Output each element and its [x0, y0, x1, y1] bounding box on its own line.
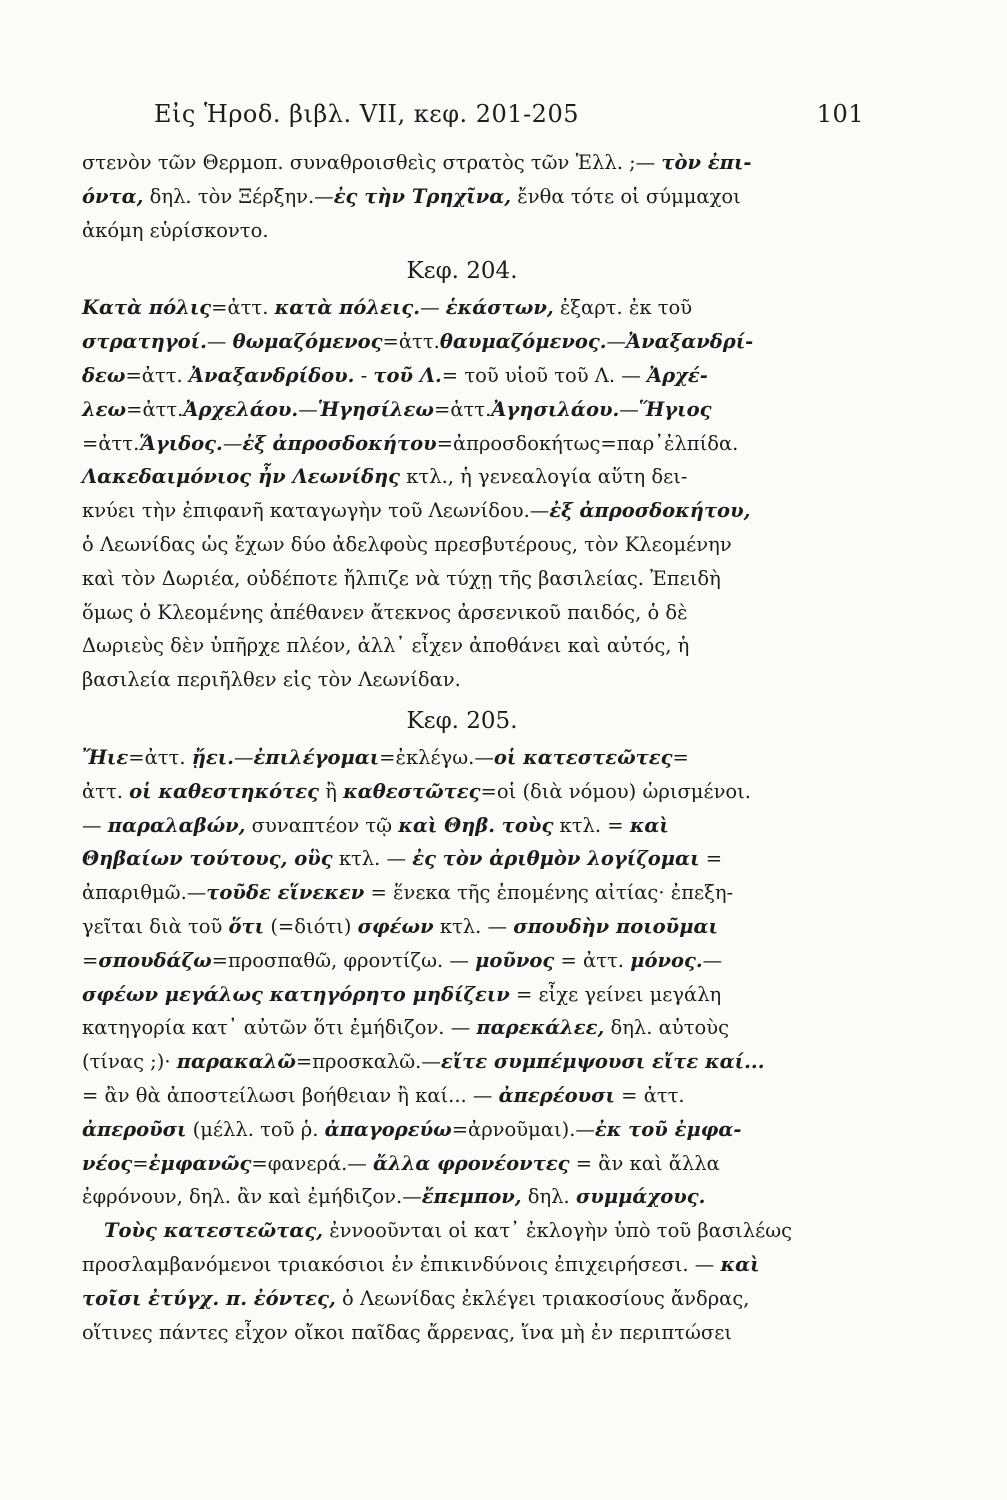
gloss: — — [206, 330, 233, 354]
text-line — [82, 214, 842, 248]
gloss: κατηγορία κατ᾽ αὐτῶν ὅτι ἐμήδιζον. — — [82, 1016, 477, 1040]
text-line — [82, 427, 842, 461]
gloss: = — [699, 847, 723, 871]
gloss: — — [233, 745, 254, 769]
gloss: — — [420, 296, 446, 320]
gloss: =ἀττ. — [382, 330, 440, 354]
gloss: — — [222, 431, 243, 455]
gloss: γεῖται διὰ τοῦ — [82, 914, 229, 938]
gloss: =ἀρνοῦμαι).— — [451, 1117, 595, 1141]
lemma: καὶ Θηβ. τοὺς — [398, 813, 554, 837]
lemma: παραλαβών, — [107, 813, 246, 837]
gloss: ὁ Λεωνίδας ὡς ἔχων δύο ἀδελφοὺς πρεσβυτέρους, τὸν Κλεομένην — [82, 532, 732, 556]
gloss: ἐξαρτ. ἐκ τοῦ — [553, 296, 693, 320]
text-line — [82, 596, 842, 630]
intro-lines — [82, 146, 842, 247]
book-page — [82, 100, 864, 1349]
gloss: δηλ. τὸν Ξέρξην.— — [143, 184, 334, 208]
gloss: στενὸν τῶν Θερμοπ. συναθροισθεὶς στρατὸς τῶν Ἑλλ. ;— — [82, 151, 662, 174]
gloss: κτλ. — — [332, 847, 413, 871]
gloss: οἵτινες πάντες εἶχον οἴκοι παῖδας ἄρρενας, ἵνα μὴ ἐν περιπτώσει — [82, 1320, 732, 1344]
gloss: = ἂν θὰ ἀποστείλωσι βοήθειαν ἢ καί... — — [82, 1083, 499, 1107]
text-line — [82, 663, 842, 697]
page-header — [82, 100, 864, 136]
gloss: =ἀττ. — [433, 397, 492, 421]
lemma: παρακαλῶ — [176, 1050, 296, 1074]
gloss: ἀττ. — [82, 779, 130, 803]
text-line — [82, 1113, 842, 1147]
text-line — [82, 359, 842, 393]
gloss: = ἕνεκα τῆς ἑπομένης αἰτίας· ἐπεξη- — [364, 881, 734, 905]
lemma: σπουδάζω — [98, 948, 212, 972]
gloss: Δωριεὺς δὲν ὑπῆρχε πλέον, ἀλλ᾽ εἶχεν ἀποθάνει καὶ αὐτός, ἡ — [82, 634, 690, 658]
text-line — [82, 393, 842, 427]
gloss: ἢ — [319, 779, 344, 803]
gloss: κτλ., ἡ γενεαλογία αὕτη δει- — [400, 465, 688, 489]
lemma: θωμαζόμενος — [232, 330, 383, 354]
lemma: δεω — [82, 363, 126, 387]
lemma: ἐξ ἀπροσδοκήτου, — [549, 499, 751, 523]
gloss: βασιλεία περιῆλθεν εἰς τὸν Λεωνίδαν. — [82, 668, 461, 692]
gloss: δηλ. αὐτοὺς — [604, 1016, 729, 1040]
lemma: νέος — [82, 1151, 133, 1175]
lemma: Θηβαίων τούτους, οὓς — [82, 847, 333, 871]
lemma: εἴτε συμπέμψουσι εἴτε καί... — [440, 1050, 765, 1074]
running-title: Εἰς Ἡροδ. βιβλ. VII, κεφ. 201-205 — [154, 100, 579, 128]
text-line — [82, 1147, 842, 1181]
chapter-heading-205: Κεφ. 205. — [406, 707, 518, 734]
text-line — [82, 325, 842, 359]
gloss: =ἐκλέγω.— — [379, 745, 494, 769]
text-line — [82, 1011, 842, 1045]
lemma: ἐκ τοῦ ἐμφα- — [594, 1117, 742, 1141]
text-line — [82, 1045, 842, 1079]
gloss: ἐφρόνουν, δηλ. ἂν καὶ ἐμήδιζον.— — [82, 1185, 422, 1209]
gloss: =ἀττ. — [128, 745, 192, 769]
lemma: κατὰ πόλεις. — [274, 296, 421, 320]
lemma: οἱ κατεστεῶτες — [493, 745, 673, 769]
gloss: = — [82, 948, 99, 972]
lemma: ὅτι — [228, 914, 265, 938]
text-line — [82, 460, 842, 494]
lemma: οἱ καθεστηκότες — [129, 779, 320, 803]
lemma: Ἡγησίλεω — [317, 397, 434, 421]
lemma: Ἥγιος — [638, 397, 712, 421]
lemma: Ἀγησιλάου. — [491, 397, 620, 421]
lemma: καθεστῶτες — [343, 779, 481, 803]
gloss: κτλ. = — [553, 813, 630, 837]
gloss: = ἂν καὶ ἄλλα — [569, 1151, 720, 1175]
lemma: Ἀρχέ- — [646, 363, 708, 387]
text-line — [82, 809, 842, 843]
lemma: ᾔει. — [191, 745, 234, 769]
gloss: =φανερά.— — [251, 1151, 374, 1175]
lemma: ἄλλα φρονέοντες — [373, 1151, 570, 1175]
text-line — [82, 775, 842, 809]
gloss: = — [672, 745, 689, 769]
lemma: Ἤιε — [82, 745, 129, 769]
gloss: ἔνθα τότε οἱ σύμμαχοι — [511, 184, 741, 208]
gloss: (τίνας ;)· — [82, 1050, 177, 1074]
gloss: =προσπαθῶ, φροντίζω. — — [211, 948, 476, 972]
lemma: όντα, — [82, 184, 144, 208]
lemma: τοῦ Λ. — [373, 363, 442, 387]
lemma: ἔπεμπον, — [421, 1185, 522, 1209]
commentary-text — [82, 146, 842, 1349]
text-line — [82, 1282, 842, 1316]
gloss: — — [298, 397, 318, 421]
lemma: σφέων μεγάλως κατηγόρητο μηδίζειν — [82, 982, 510, 1006]
gloss: = ἀττ. — [614, 1083, 685, 1107]
text-line — [82, 910, 842, 944]
lemma: ἐς τὴν Τρηχῖνα, — [333, 184, 512, 208]
text-line — [82, 978, 842, 1012]
text-line — [82, 1180, 842, 1214]
gloss: = εἶχε γείνει μεγάλη — [509, 982, 722, 1006]
gloss: καὶ τὸν Δωριέα, οὐδέποτε ἤλπιζε νὰ τύχῃ τῆς βασιλείας. Ἐπειδὴ — [82, 566, 721, 590]
gloss: (μέλλ. τοῦ ῥ. — [186, 1117, 325, 1141]
lemma: τοῦδε εἵνεκεν — [206, 881, 365, 905]
gloss: ἐννοοῦνται οἱ κατ᾽ ἐκλογὴν ὑπὸ τοῦ βασιλέως — [323, 1219, 793, 1243]
lemma: Τοὺς κατεστεῶτας, — [104, 1219, 324, 1243]
lemma: ἑκάστων, — [445, 296, 554, 320]
gloss: =ἀπροσδοκήτως=παρ᾽ἐλπίδα. — [436, 431, 739, 455]
text-line — [82, 876, 842, 910]
gloss: — — [702, 948, 723, 972]
gloss: =οἱ (διὰ νόμου) ὡρισμένοι. — [480, 779, 752, 803]
gloss: = ἀττ. — [554, 948, 631, 972]
page-number: 101 — [816, 100, 864, 128]
gloss: =προσκαλῶ.— — [295, 1050, 441, 1074]
gloss: ὅμως ὁ Κλεομένης ἀπέθανεν ἄτεκνος ἀρσενικοῦ παιδός, ὁ δὲ — [82, 600, 688, 624]
lemma: μόνος. — [630, 948, 703, 972]
lemma: μοῦνος — [475, 948, 555, 972]
gloss: =ἀττ. — [125, 363, 189, 387]
chapter-205-notes — [82, 741, 842, 1349]
lemma: παρεκάλεε, — [476, 1016, 605, 1040]
lemma: Ἀναξανδρίδου. — [188, 363, 355, 387]
chapter-heading-204: Κεφ. 204. — [406, 258, 518, 285]
gloss: = τοῦ υἱοῦ τοῦ Λ. — — [441, 363, 647, 387]
text-line — [82, 1079, 842, 1113]
gloss: κνύει τὴν ἐπιφανῆ καταγωγὴν τοῦ Λεωνίδου.— — [82, 499, 550, 523]
gloss: - — [354, 363, 374, 387]
gloss: κτλ. — — [433, 914, 514, 938]
lemma: ἀπεροῦσι — [82, 1117, 187, 1141]
lemma: στρατηγοί. — [82, 330, 207, 354]
lemma: ἐμφανῶς — [148, 1151, 252, 1175]
gloss: =ἀττ. — [211, 296, 275, 320]
lemma: ἐπιλέγομαι — [253, 745, 380, 769]
lemma: τὸν ἐπι- — [661, 151, 752, 174]
lemma: θαυμαζόμενος. — [439, 330, 607, 354]
text-line — [82, 842, 842, 876]
text-line — [82, 291, 842, 325]
lemma: καὶ — [720, 1252, 760, 1276]
text-line — [82, 562, 842, 596]
lemma: σφέων — [357, 914, 434, 938]
text-line — [82, 528, 842, 562]
gloss: =ἀττ. — [82, 431, 140, 455]
lemma: τοῖσι ἐτύγχ. π. ἐόντες, — [82, 1286, 336, 1310]
text-line — [82, 494, 842, 528]
gloss: — — [606, 330, 627, 354]
lemma: Ἅγιδος. — [139, 431, 223, 455]
lemma: καὶ — [629, 813, 669, 837]
gloss: — — [82, 813, 108, 837]
gloss: ἀπαριθμῶ.— — [82, 881, 207, 905]
text-line — [82, 146, 842, 180]
text-line — [82, 741, 842, 775]
lemma: Ἀρχελάου. — [183, 397, 299, 421]
text-line — [82, 629, 842, 663]
lemma: Ἀναξανδρί- — [626, 330, 754, 354]
gloss: ἀκόμη εὑρίσκοντο. — [82, 218, 269, 242]
lemma: Κατὰ πόλις — [82, 296, 212, 320]
text-line — [82, 1316, 842, 1350]
lemma: ἐξ ἀπροσδοκήτου — [242, 431, 437, 455]
text-line — [82, 1248, 842, 1282]
gloss: συναπτέον τῷ — [245, 813, 399, 837]
lemma: λεω — [82, 397, 127, 421]
lemma: συμμάχους. — [575, 1185, 706, 1209]
text-line — [82, 944, 842, 978]
gloss: ὁ Λεωνίδας ἐκλέγει τριακοσίους ἄνδρας, — [335, 1286, 750, 1310]
lemma: ἀπαγορεύω — [324, 1117, 452, 1141]
gloss: δηλ. — [521, 1185, 576, 1209]
text-line — [82, 1214, 842, 1248]
chapter-204-notes — [82, 291, 842, 697]
lemma: ἀπερέουσι — [498, 1083, 615, 1107]
gloss: — — [619, 397, 639, 421]
lemma: ἐς τὸν ἀριθμὸν λογίζομαι — [412, 847, 700, 871]
text-line — [82, 180, 842, 214]
gloss: = — [132, 1151, 149, 1175]
gloss: =ἀττ. — [126, 397, 184, 421]
lemma: Λακεδαιμόνιος ἦν Λεωνίδης — [82, 465, 401, 489]
lemma: σπουδὴν ποιοῦμαι — [513, 914, 718, 938]
gloss: προσλαμβανόμενοι τριακόσιοι ἐν ἐπικινδύνοις ἐπιχειρήσεσι. — — [82, 1252, 721, 1276]
gloss: (=διότι) — [264, 914, 358, 938]
